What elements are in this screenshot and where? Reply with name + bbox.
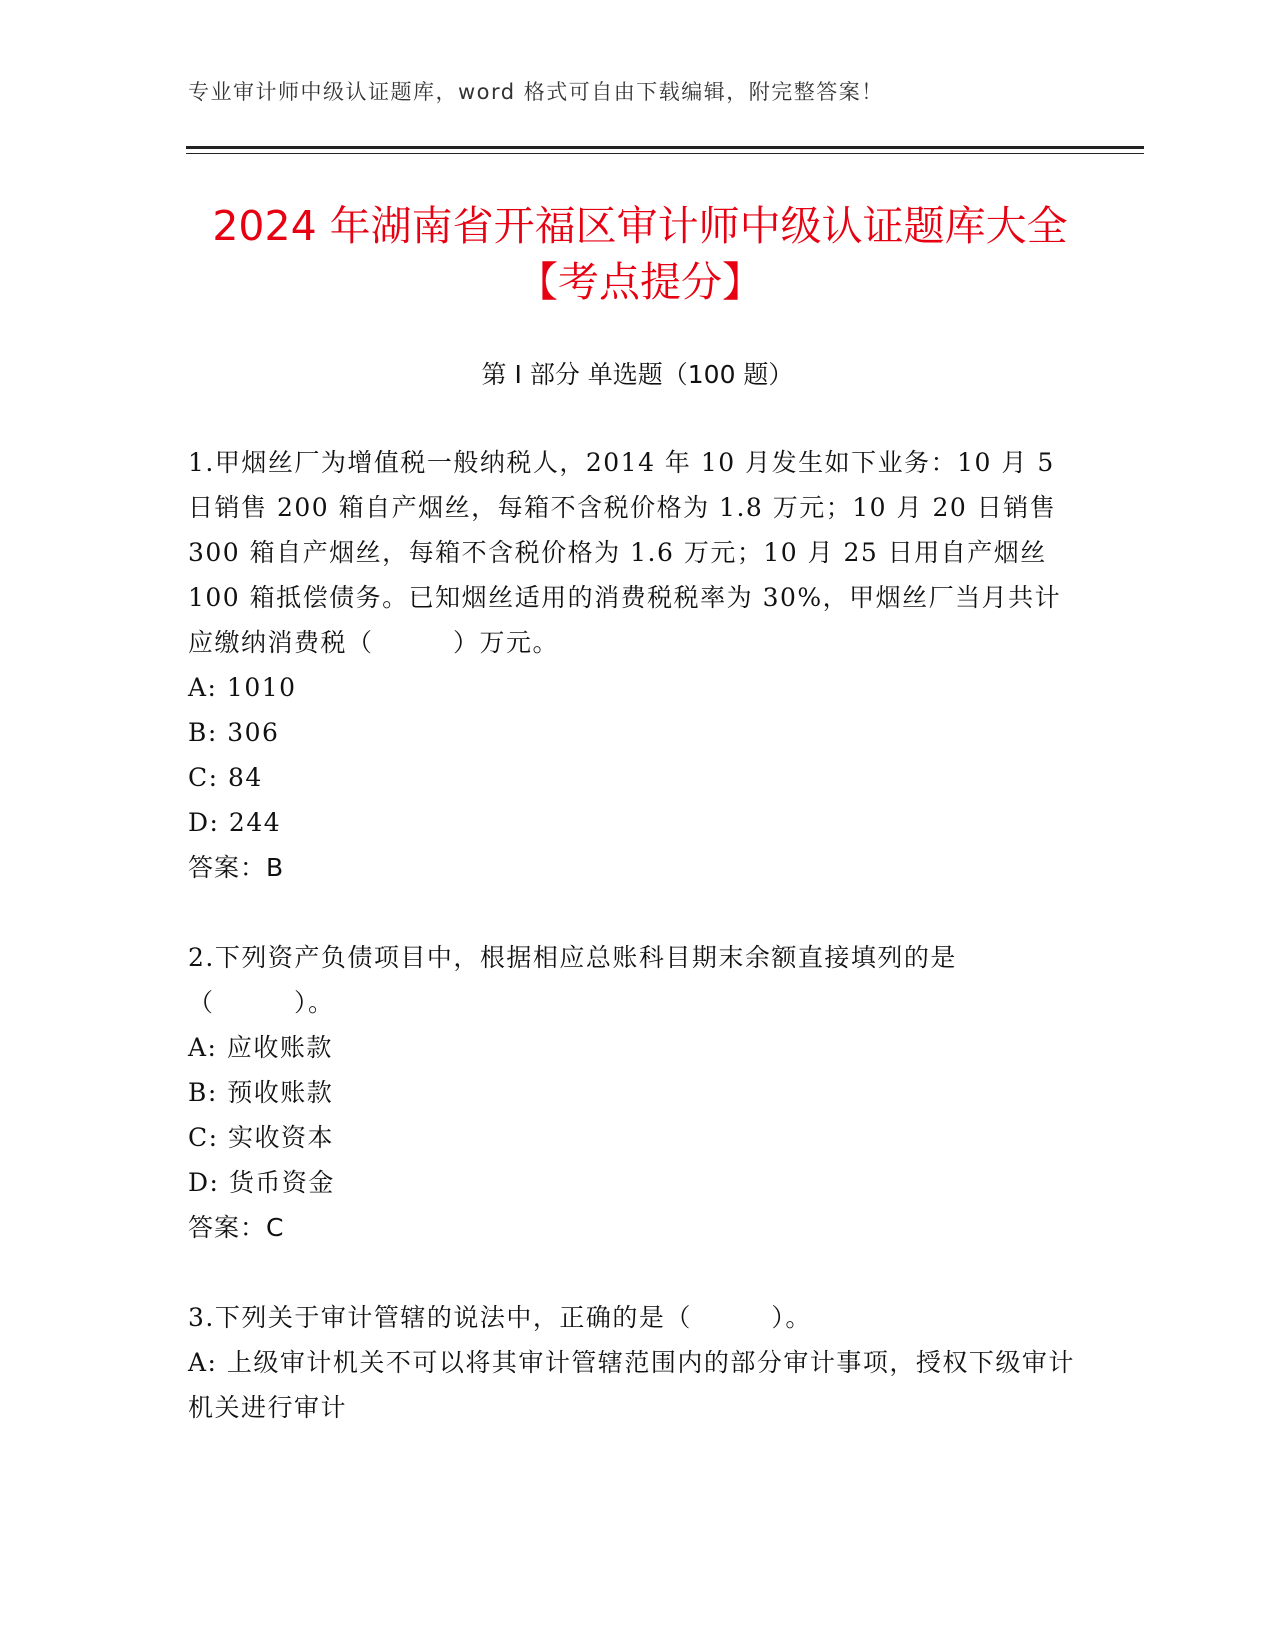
question-stem: 3.下列关于审计管辖的说法中，正确的是（ ）。 (188, 1303, 812, 1332)
option-c: C: 84 (188, 763, 263, 792)
section-heading: 第 I 部分 单选题（100 题） (481, 360, 794, 389)
header-rule-thin (186, 153, 1144, 154)
option-a: A: 上级审计机关不可以将其审计管辖范围内的部分审计事项，授权下级审计机关进行审计 (188, 1348, 1075, 1422)
question-stem: 1.甲烟丝厂为增值税一般纳税人，2014 年 10 月发生如下业务：10 月 5 日销售 200 箱自产烟丝，每箱不含税价格为 1.8 万元；10 月 20 日销售 300 箱自产烟丝，每箱不含税价格为 1.6 万元；10 月 25 日用自产烟丝 100 箱抵偿债务。已知烟丝适用的消费税税率为 30%，甲烟丝厂当月共计应缴纳消费税（ ）万元。 (188, 448, 1062, 657)
option-c: C: 实收资本 (188, 1123, 334, 1152)
option-d: D: 244 (188, 808, 282, 837)
header-note: 专业审计师中级认证题库，word 格式可自由下载编辑，附完整答案！ (188, 80, 884, 104)
option-b: B: 预收账款 (188, 1078, 334, 1107)
document-title: 2024 年湖南省开福区审计师中级认证题库大全【考点提分】 (212, 202, 1068, 306)
question-list (188, 440, 1078, 1475)
answer: 答案：C (188, 1213, 285, 1242)
answer: 答案：B (188, 853, 285, 882)
question-3 (188, 1295, 1078, 1430)
option-a: A: 应收账款 (188, 1033, 333, 1062)
option-b: B: 306 (188, 718, 280, 747)
header-rule-thick (186, 146, 1144, 149)
option-d: D: 货币资金 (188, 1168, 335, 1197)
option-a: A: 1010 (188, 673, 297, 702)
question-1 (188, 440, 1078, 890)
question-2 (188, 935, 1078, 1250)
question-stem: 2.下列资产负债项目中，根据相应总账科目期末余额直接填列的是（ ）。 (188, 943, 957, 1017)
